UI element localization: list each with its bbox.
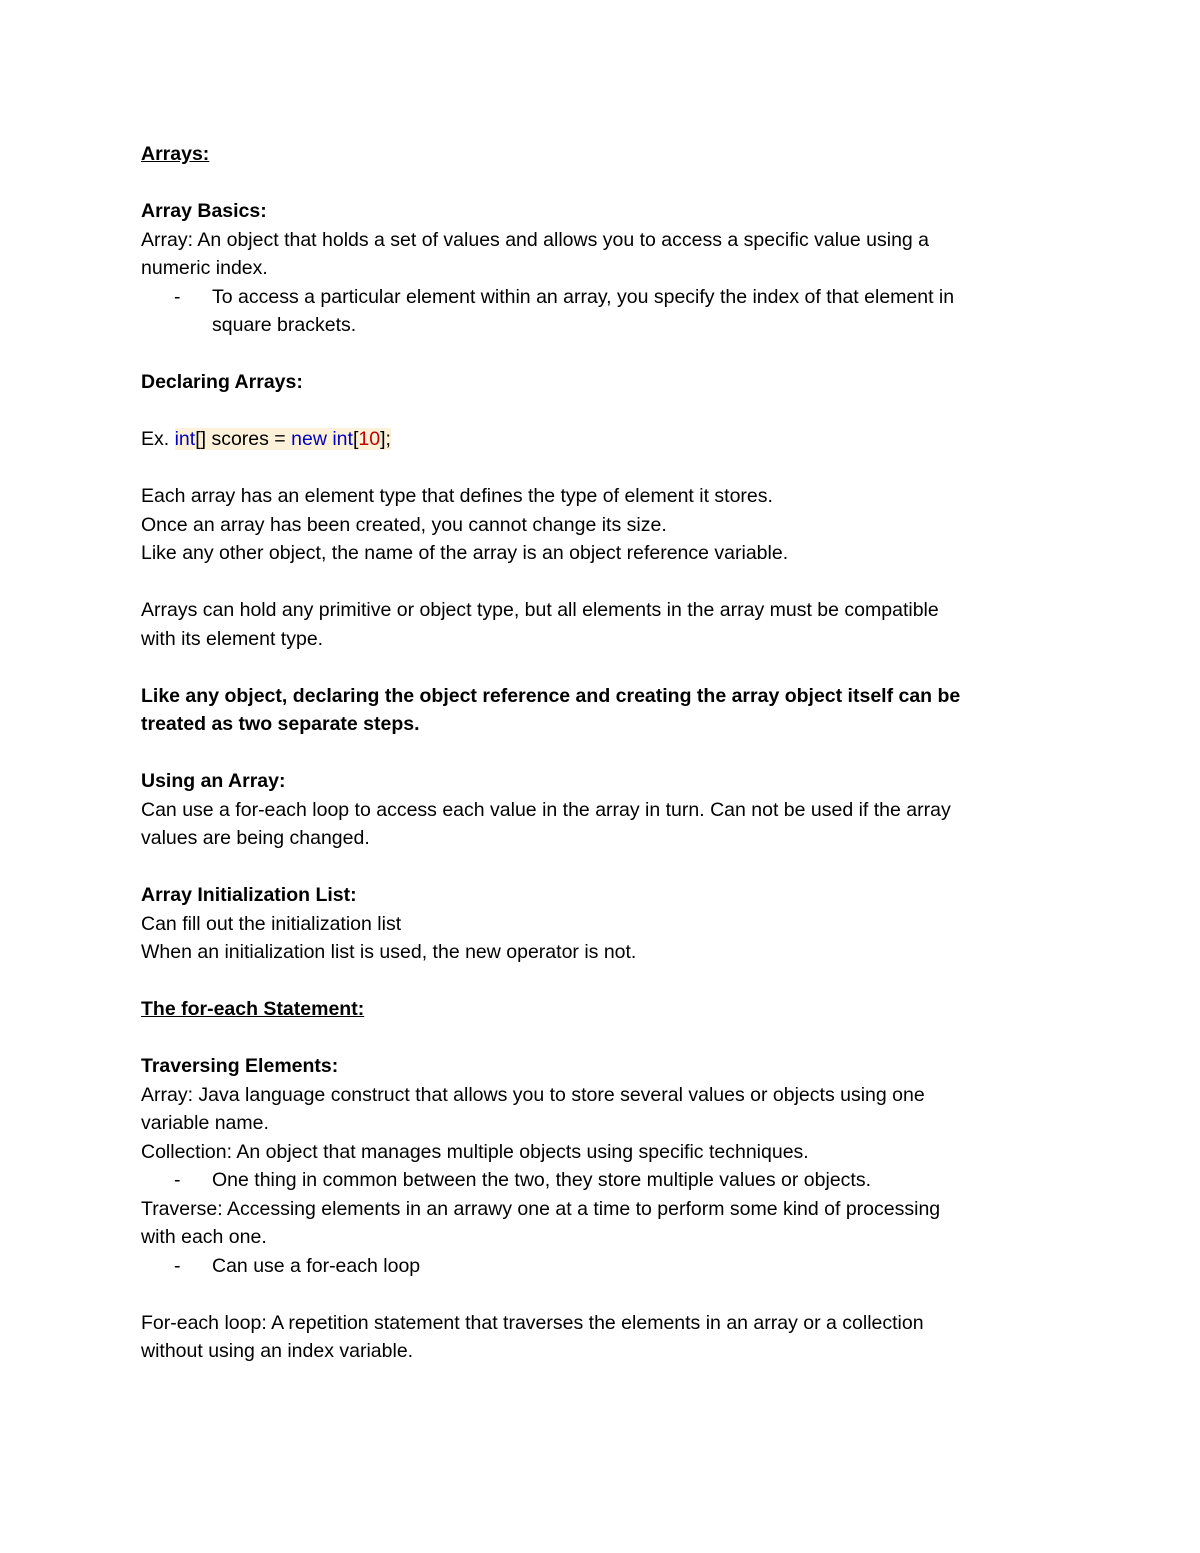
foreach-section-title: The for-each Statement: [141, 998, 365, 1020]
bullet-text: Can use a for-each loop [212, 1254, 421, 1277]
init-list-heading: Array Initialization List: [141, 884, 357, 906]
code-text: [ [352, 428, 359, 450]
spacer [141, 397, 1061, 426]
code-example-line [141, 425, 1061, 454]
paragraph-line: Arrays can hold any primitive or object type, but all elements in the array must be compatible [141, 599, 939, 621]
paragraph-line: without using an index variable. [141, 1340, 414, 1362]
paragraph-line: When an initialization list is used, the new operator is not. [141, 941, 637, 963]
paragraph-line: variable name. [141, 1112, 269, 1134]
paragraph-line: Array: Java language construct that allows you to store several values or objects using one [141, 1083, 925, 1106]
array-basics-line: Array: An object that holds a set of values and allows you to access a specific value using a [141, 228, 930, 251]
code-keyword: int [174, 428, 196, 450]
array-basics-line: numeric index. [141, 257, 268, 279]
bullet-text: To access a particular element within an array, you specify the index of that element in [212, 285, 955, 308]
paragraph-line: Traverse: Accessing elements in an arrawy one at a time to perform some kind of processing [141, 1197, 941, 1220]
code-keyword: int [332, 428, 353, 450]
bullet-dash: - [174, 1254, 181, 1277]
bullet-item [141, 1166, 1061, 1195]
paragraph-line: with its element type. [141, 627, 324, 650]
spacer [141, 1280, 1061, 1309]
declaring-arrays-heading: Declaring Arrays: [141, 371, 303, 393]
spacer [141, 1024, 1061, 1053]
code-text: ]; [380, 428, 391, 450]
code-number: 10 [358, 428, 381, 450]
spacer [141, 454, 1061, 483]
code-snippet [175, 428, 391, 450]
paragraph-line: Collection: An object that manages multiple objects using specific techniques. [141, 1140, 809, 1163]
using-array-heading: Using an Array: [141, 770, 286, 792]
spacer [141, 653, 1061, 682]
paragraph-line: values are being changed. [141, 827, 370, 849]
spacer [141, 739, 1061, 768]
spacer [141, 340, 1061, 369]
spacer [141, 169, 1061, 198]
spacer [141, 967, 1061, 996]
bullet-dash: - [174, 1169, 181, 1191]
paragraph-line: For-each loop: A repetition statement that traverses the elements in an array or a collection [141, 1311, 924, 1334]
doc-title: Arrays: [141, 143, 210, 165]
spacer [141, 568, 1061, 597]
bullet-text: One thing in common between the two, they store multiple values or objects. [212, 1169, 872, 1191]
array-basics-heading: Array Basics: [141, 200, 267, 222]
example-prefix: Ex. [141, 428, 175, 450]
bullet-dash: - [174, 285, 181, 308]
bullet-item [141, 283, 1061, 340]
spacer [141, 853, 1061, 882]
bold-note-line: Like any object, declaring the object reference and creating the array object itself can be [141, 684, 961, 707]
paragraph-line: Can fill out the initialization list [141, 912, 402, 935]
bold-note-line: treated as two separate steps. [141, 713, 420, 735]
code-text: [] scores = [195, 428, 292, 450]
bullet-text: square brackets. [212, 314, 357, 336]
paragraph-line: Once an array has been created, you cannot change its size. [141, 513, 667, 536]
traversing-heading: Traversing Elements: [141, 1055, 339, 1077]
paragraph-line: with each one. [141, 1226, 267, 1248]
paragraph-line: Like any other object, the name of the array is an object reference variable. [141, 542, 789, 564]
paragraph-line: Can use a for-each loop to access each value in the array in turn. Can not be used if the array [141, 798, 951, 821]
bullet-item [141, 1252, 1061, 1281]
document-page [141, 140, 1061, 1366]
paragraph-line: Each array has an element type that defines the type of element it stores. [141, 485, 773, 507]
code-keyword: new [291, 428, 327, 450]
